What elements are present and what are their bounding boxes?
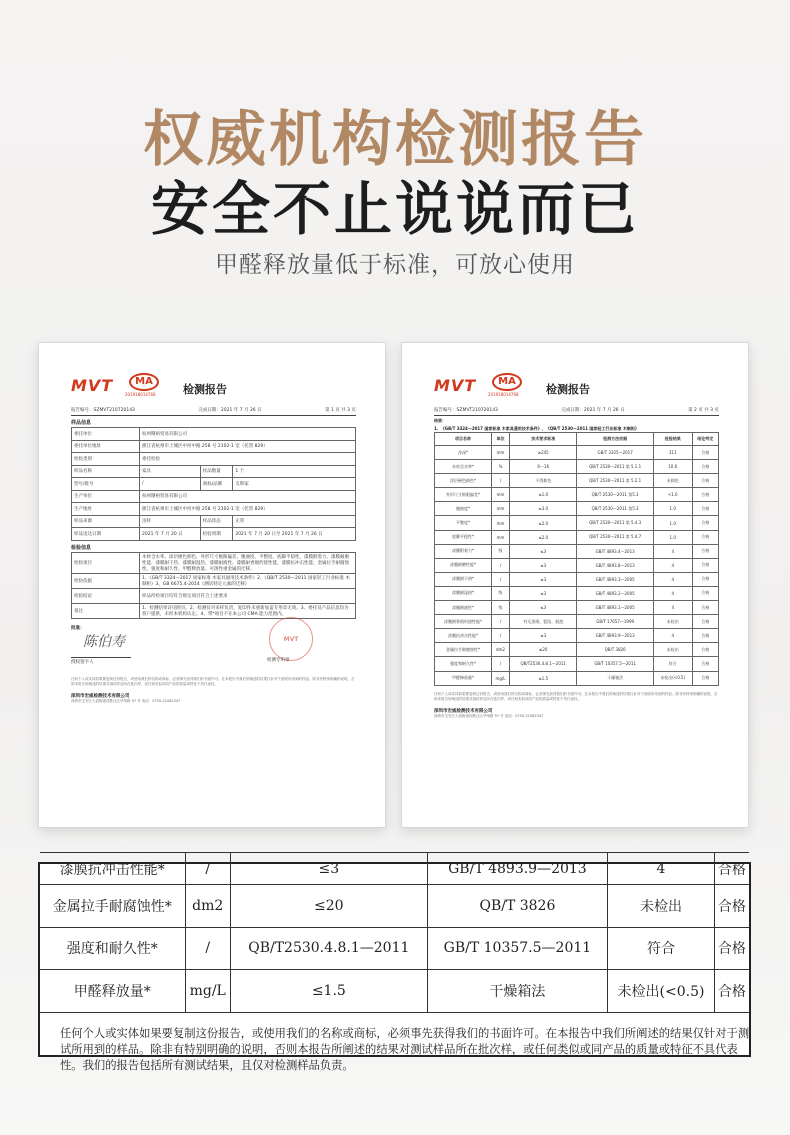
table-cell: 合格 [714, 927, 749, 970]
table-row [435, 488, 719, 502]
table-cell: / [491, 474, 509, 488]
table-cell: mm [491, 530, 509, 544]
table-cell: 对无黑斑、裂纹、鼓泡 [510, 615, 577, 629]
table-row [40, 885, 749, 928]
table-cell: QB/T 3826 [577, 643, 653, 657]
table-cell: 漆膜附着力* [435, 544, 492, 558]
field-value: 2021 年 7 月 20 日至 2021 年 7 月 26 日 [233, 528, 356, 541]
report-page-1[interactable] [38, 342, 386, 828]
table-row [72, 428, 356, 441]
table-row [72, 490, 356, 503]
approve-label: 批准： [71, 625, 85, 631]
table-cell: mm [491, 502, 509, 516]
field-value: 1、检测结果详见附页。2、检测仅对来样负责，复印件未重新加盖专用章无效。3、委托及产品信息均为客户提供，未经本机构认定。4、带*项目不在本公司 CMA 能力范围内。 [140, 603, 356, 618]
table-cell: mm [491, 488, 509, 502]
inspection-info-table [71, 552, 356, 619]
field-value: 1、《GB/T 3324—2017 国家标准 木家具通用技术条件》2、《QB/T 2530—2011 国家轻工行业标准 木制柜》3、GB 6675.4-2014《测试特定元素的迁移》 [140, 573, 356, 588]
field-value: 送样 [140, 515, 201, 528]
table-cell: / [491, 657, 509, 671]
table-row [435, 516, 719, 530]
cma-number: 201918014768 [125, 392, 156, 397]
table-cell: 合格 [692, 446, 718, 460]
table-cell: 合格 [692, 544, 718, 558]
table-cell: 合格 [692, 460, 718, 474]
field-label: 检验结论 [72, 588, 140, 603]
table-cell: GB/T 4893.9—2013 [427, 853, 607, 885]
table-row [72, 453, 356, 466]
table-row [72, 465, 356, 478]
zoomed-results-panel [38, 860, 751, 1072]
page-title: 权威机构检测报告 [143, 105, 647, 175]
company-name: 深圳市宏威检测技术有限公司 [434, 708, 493, 714]
table-row [72, 515, 356, 528]
table-cell: ≤3 [510, 558, 577, 572]
field-label: 检验项目 [72, 552, 140, 573]
column-header: 检测方法依据 [577, 433, 653, 446]
table-cell: 合格 [714, 853, 749, 885]
table-cell: 未检出(<0.5) [608, 970, 715, 1013]
results-table [434, 432, 719, 686]
table-cell: GB/T 4893.9—2013 [577, 629, 653, 643]
report-meta [71, 407, 356, 416]
table-row [435, 671, 719, 685]
table-cell: ≤3 [230, 853, 427, 885]
table-cell: 未检出 [653, 643, 692, 657]
table-cell: 合格 [692, 474, 718, 488]
table-cell: 级 [491, 601, 509, 615]
table-cell: / [491, 629, 509, 643]
report-title: 检测报告 [546, 383, 590, 396]
table-cell: mm [491, 516, 509, 530]
table-cell: 合格 [692, 558, 718, 572]
table-cell: 净深* [435, 446, 492, 460]
table-cell: GB/T 4893.1—2005 [577, 601, 653, 615]
table-cell: 4 [653, 629, 692, 643]
table-cell: ≤3 [510, 601, 577, 615]
table-cell: 合格 [692, 629, 718, 643]
report-number: 报告编号：SZMVT210720143 [71, 408, 135, 413]
page-subtitle: 甲醛释放量低于标准，可放心使用 [215, 252, 575, 278]
table-cell: 金属拉手耐腐蚀性* [40, 885, 185, 928]
table-row [435, 558, 719, 572]
table-cell: ≥245 [510, 446, 577, 460]
table-row [435, 615, 719, 629]
stamp-label: 检测专用章 [267, 657, 290, 663]
table-cell: / [185, 853, 230, 885]
table-cell: 6～16 [510, 460, 577, 474]
table-cell: dm2 [491, 643, 509, 657]
table-cell: QB/T 2530—2011 第 5.4.3 [577, 516, 653, 530]
table-cell: 4 [653, 586, 692, 600]
table-cell: GB/T 4893.8—2013 [577, 558, 653, 572]
field-label: 样品名称 [72, 465, 140, 478]
field-label: 检验周期 [200, 528, 233, 541]
table-cell: 未检出 [653, 615, 692, 629]
table-cell: mm [491, 446, 509, 460]
table-cell: QB/T 2530—2011 第 5.4.7 [577, 530, 653, 544]
page-tagline: 安全不止说说而已 [150, 175, 639, 243]
table-cell: 外形尺寸极限偏差* [435, 488, 492, 502]
table-cell: 涂层硬色抑色* [435, 474, 492, 488]
table-cell: 1.0 [653, 502, 692, 516]
field-value: 友斯家 [233, 478, 356, 491]
table-cell: 级 [491, 544, 509, 558]
signature-area [71, 625, 356, 671]
table-cell: 漆膜耐干热* [435, 572, 492, 586]
table-cell: ≤20 [230, 885, 427, 928]
table-cell: ≤3.0 [510, 502, 577, 516]
field-value: 浙江省杭州市上城区中河中路 258 号 2102-1 室（托管 829） [140, 440, 356, 453]
field-value: 1 个 [233, 465, 356, 478]
table-row [435, 601, 719, 615]
table-row [435, 460, 719, 474]
field-label: 型号/批号 [72, 478, 140, 491]
field-value: 杭州珊裕贸易有限公司 [140, 490, 356, 503]
table-cell: 漆膜耐磨性能* [435, 558, 492, 572]
table-cell: GB/T 10357.5—2011 [577, 657, 653, 671]
table-cell: ≤2.0 [510, 516, 577, 530]
table-cell: QB/T 2530—2011 第5.3 [577, 502, 653, 516]
cma-number: 201918014768 [488, 392, 519, 397]
mvt-logo: MVT [71, 376, 114, 395]
field-label: 商标/品牌 [200, 478, 233, 491]
table-cell: GB/T 4893.3—2005 [577, 572, 653, 586]
seal-icon: MVT [269, 617, 313, 661]
field-label: 检验依据 [72, 573, 140, 588]
field-label: 生产地址 [72, 503, 140, 516]
table-cell: 4 [653, 544, 692, 558]
table-cell: ≤3 [510, 586, 577, 600]
table-cell: 强度和耐久性* [40, 927, 185, 970]
table-cell: 4 [653, 558, 692, 572]
zoomed-disclaimer: 任何个人或实体如果要复制这份报告，或使用我们的名称或商标，必须事先获得我们的书面许可。在本报告中我们所阐述的结果仅针对于测试所用到的样品。除非有特别明确的说明，否则本报告所阐述的结果对测试样品所在批次样，或任何类似或同产品的质量或特征不具代表性。我们的报告包括所有测试结果，且仅对检测样品负责。 [60, 1027, 750, 1072]
company-address: 深圳市宝安区大浪街道同胜社区华荣路 97 号 电话：0755-21082347 [71, 698, 181, 703]
table-cell: / [491, 572, 509, 586]
company-name: 深圳市宏威检测技术有限公司 [71, 693, 130, 699]
table-cell: 未检出(<0.5) [653, 671, 692, 685]
table-row [72, 573, 356, 588]
sample-info-table [71, 427, 356, 541]
table-cell: QB/T 3826 [427, 885, 607, 928]
table-cell: / [491, 615, 509, 629]
table-cell: 合格 [692, 586, 718, 600]
table-cell: QB/T2530.4.8.1—2011 [510, 657, 577, 671]
table-cell: 翘曲度* [435, 502, 492, 516]
field-value: 2021 年 7 月 20 日 [140, 528, 201, 541]
field-value: 委托检验 [140, 453, 356, 466]
sample-section-title: 样品信息 [71, 420, 92, 426]
field-label: 样品状态 [200, 515, 233, 528]
table-cell: 漆膜耐湿热* [435, 586, 492, 600]
field-value: / [140, 478, 201, 491]
signer-label: 授权签字人 [71, 657, 131, 665]
report-date: 完成日期：2021 年 7 月 26 日 [561, 408, 625, 413]
table-cell: GB/T 17657—1999 [577, 615, 653, 629]
table-cell: 4 [653, 601, 692, 615]
table-cell: GB/T 4893.4—2013 [577, 544, 653, 558]
table-cell: ≤1.5 [510, 671, 577, 685]
table-cell: QB/T 2530—2011 第 5.1.1 [577, 460, 653, 474]
table-cell: 符合 [653, 657, 692, 671]
table-cell: 合格 [692, 657, 718, 671]
table-row [435, 629, 719, 643]
table-cell: 合格 [692, 643, 718, 657]
table-row [72, 603, 356, 618]
table-cell: ≤2.0 [510, 530, 577, 544]
table-row [435, 657, 719, 671]
table-cell: GB/T 10357.5—2011 [427, 927, 607, 970]
field-label: 样品来源 [72, 515, 140, 528]
table-cell: 漆膜抗冲击性能* [435, 629, 492, 643]
table-row [72, 588, 356, 603]
table-cell: 合格 [714, 885, 749, 928]
table-row [435, 586, 719, 600]
table-cell: QB/T 2530—2011 第 5.2.1 [577, 474, 653, 488]
table-cell: 符合 [608, 927, 715, 970]
table-cell: 平整度* [435, 516, 492, 530]
column-header: 检验结果 [653, 433, 692, 446]
field-value: 杭州珊裕贸易有限公司 [140, 428, 356, 441]
table-row [40, 927, 749, 970]
table-cell: 合格 [692, 572, 718, 586]
table-cell: 甲醛释放量* [435, 671, 492, 685]
field-value: 木材含水率、涂层硬色抑色、外形尺寸极限偏差、翘曲度、平整度、底脚平稳性、漆膜附着力、漆膜耐磨性能、漆膜耐干热、漆膜耐湿热、漆膜耐液性、漆膜耐香烟灼烧性能、漆膜抗冲击性能、金属拉手耐腐蚀性、强度和耐久性、甲醛释放量、可溶性重金属的迁移。 [140, 552, 356, 573]
table-cell: 4 [653, 572, 692, 586]
table-row [435, 502, 719, 516]
table-cell: QB/T 2530—2011 第5.3 [577, 488, 653, 502]
mvt-logo: MVT [434, 376, 477, 395]
table-cell: GB/T 3325—2017 [577, 446, 653, 460]
report-header [71, 373, 356, 405]
table-cell: 合格 [714, 970, 749, 1013]
column-header: 项目名称 [435, 433, 492, 446]
table-row [435, 530, 719, 544]
report-page: 第 2 页 共 3 页 [688, 408, 719, 413]
table-cell: 级 [491, 586, 509, 600]
table-cell: 合格 [692, 530, 718, 544]
table-cell: 漆膜耐香烟灼烧性能* [435, 615, 492, 629]
table-row [40, 853, 749, 885]
table-cell: mg/L [185, 970, 230, 1013]
table-cell: <1.0 [653, 488, 692, 502]
column-header: 单位 [491, 433, 509, 446]
table-cell: 干燥箱法 [577, 671, 653, 685]
cma-mark-icon: MA [492, 373, 522, 391]
table-row [72, 478, 356, 491]
table-row [435, 572, 719, 586]
field-label: 备注 [72, 603, 140, 618]
table-row [72, 528, 356, 541]
field-value: 浙江省杭州市上城区中河中路 258 号 2102-1 室（托管 829） [140, 503, 356, 516]
company-address: 深圳市宝安区大浪街道同胜社区华荣路 97 号 电话：0755-21082347 [434, 713, 544, 718]
table-cell: 不得抑色 [510, 474, 577, 488]
table-cell: mg/L [491, 671, 509, 685]
table-cell: 甲醛释放量* [40, 970, 185, 1013]
table-cell: 10.6 [653, 460, 692, 474]
cma-mark-icon: MA [129, 373, 159, 391]
table-row [435, 643, 719, 657]
field-label: 样品数量 [200, 465, 233, 478]
table-cell: 合格 [692, 671, 718, 685]
table-cell: 1.0 [653, 530, 692, 544]
results-label: 结果： [434, 418, 446, 423]
table-cell: 合格 [692, 502, 718, 516]
inspection-section-title: 检验信息 [71, 544, 92, 551]
table-cell: 合格 [692, 516, 718, 530]
table-cell: GB/T 4893.2—2005 [577, 586, 653, 600]
field-label: 生产单位 [72, 490, 140, 503]
column-header: 技术要求标准 [510, 433, 577, 446]
table-header [435, 433, 719, 446]
table-cell: ≤1.0 [510, 488, 577, 502]
field-value: 家具 [140, 465, 201, 478]
disclaimer: 任何个人或实体如果要复制这份报告，或使用我们的名称或商标，必须事先获得我们的书面许可。在本报告中我们所阐述的结果仅针对于测试所用到的样品。除非有特别明确的说明，否则本报告所阐述的结果对测试样品所在批次样，或任何类似或同产品的质量或特征不具代表性。 [434, 691, 718, 701]
report-date: 完成日期：2021 年 7 月 26 日 [198, 408, 262, 413]
report-page-2[interactable] [401, 342, 749, 828]
signature-icon: 陈伯寿 [83, 633, 125, 650]
table-row [435, 544, 719, 558]
table-cell: 合格 [692, 601, 718, 615]
table-row [72, 503, 356, 516]
table-cell: 干燥箱法 [427, 970, 607, 1013]
table-row [435, 474, 719, 488]
table-cell: 未抑色 [653, 474, 692, 488]
table-cell: ≤1.5 [230, 970, 427, 1013]
field-label: 委托单位 [72, 428, 140, 441]
table-cell: 合格 [692, 615, 718, 629]
report-header [434, 373, 719, 405]
field-label: 委托单位地址 [72, 440, 140, 453]
table-cell: 底脚平稳性* [435, 530, 492, 544]
table-cell: % [491, 460, 509, 474]
field-value: 样品所检项目均符合规定项目符合上述要求 [140, 588, 356, 603]
column-header: 结论判定 [692, 433, 718, 446]
table-row [40, 970, 749, 1013]
table-cell: ≤3 [510, 629, 577, 643]
hero-header [0, 0, 790, 300]
field-label: 样品送达日期 [72, 528, 140, 541]
table-cell: QB/T2530.4.8.1—2011 [230, 927, 427, 970]
table-row [72, 440, 356, 453]
table-cell: / [185, 927, 230, 970]
zoomed-results-table [40, 852, 749, 1013]
table-cell: 漆膜抗冲击性能* [40, 853, 185, 885]
report-page: 第 1 页 共 3 页 [325, 408, 356, 413]
table-cell: 金属拉手耐腐蚀性* [435, 643, 492, 657]
table-cell: 311 [653, 446, 692, 460]
table-cell: 4 [608, 853, 715, 885]
table-cell: / [491, 558, 509, 572]
table-cell: 未检出 [608, 885, 715, 928]
table-cell: 漆膜耐液性* [435, 601, 492, 615]
table-cell: 合格 [692, 488, 718, 502]
field-label: 检验类别 [72, 453, 140, 466]
report-number: 报告编号：SZMVT210720143 [434, 408, 498, 413]
table-cell: ≤3 [510, 544, 577, 558]
table-cell: dm2 [185, 885, 230, 928]
table-cell: 1.0 [653, 516, 692, 530]
table-cell: ≤3 [510, 572, 577, 586]
table-cell: 木材含水率* [435, 460, 492, 474]
report-title: 检测报告 [183, 383, 227, 396]
disclaimer: 任何个人或实体如果要复制这份报告，或使用我们的名称或商标，必须事先获得我们的书面许可。在本报告中我们所阐述的结果仅针对于测试所用到的样品。除非有特别明确的说明，否则本报告所阐述的结果对测试样品所在批次样，或任何类似或同产品的质量或特征不具代表性。 [71, 676, 355, 686]
report-meta [434, 407, 719, 416]
table-row [435, 446, 719, 460]
field-value: 正常 [233, 515, 356, 528]
table-cell: ≤20 [510, 643, 577, 657]
standards-note: 1、《GB/T 3324—2017 国家标准 木家具通用技术条件》、《QB/T 2530—2011 国家轻工行业标准 木制柜》 [434, 426, 639, 431]
table-row [72, 552, 356, 573]
table-cell: 强度和耐久性* [435, 657, 492, 671]
